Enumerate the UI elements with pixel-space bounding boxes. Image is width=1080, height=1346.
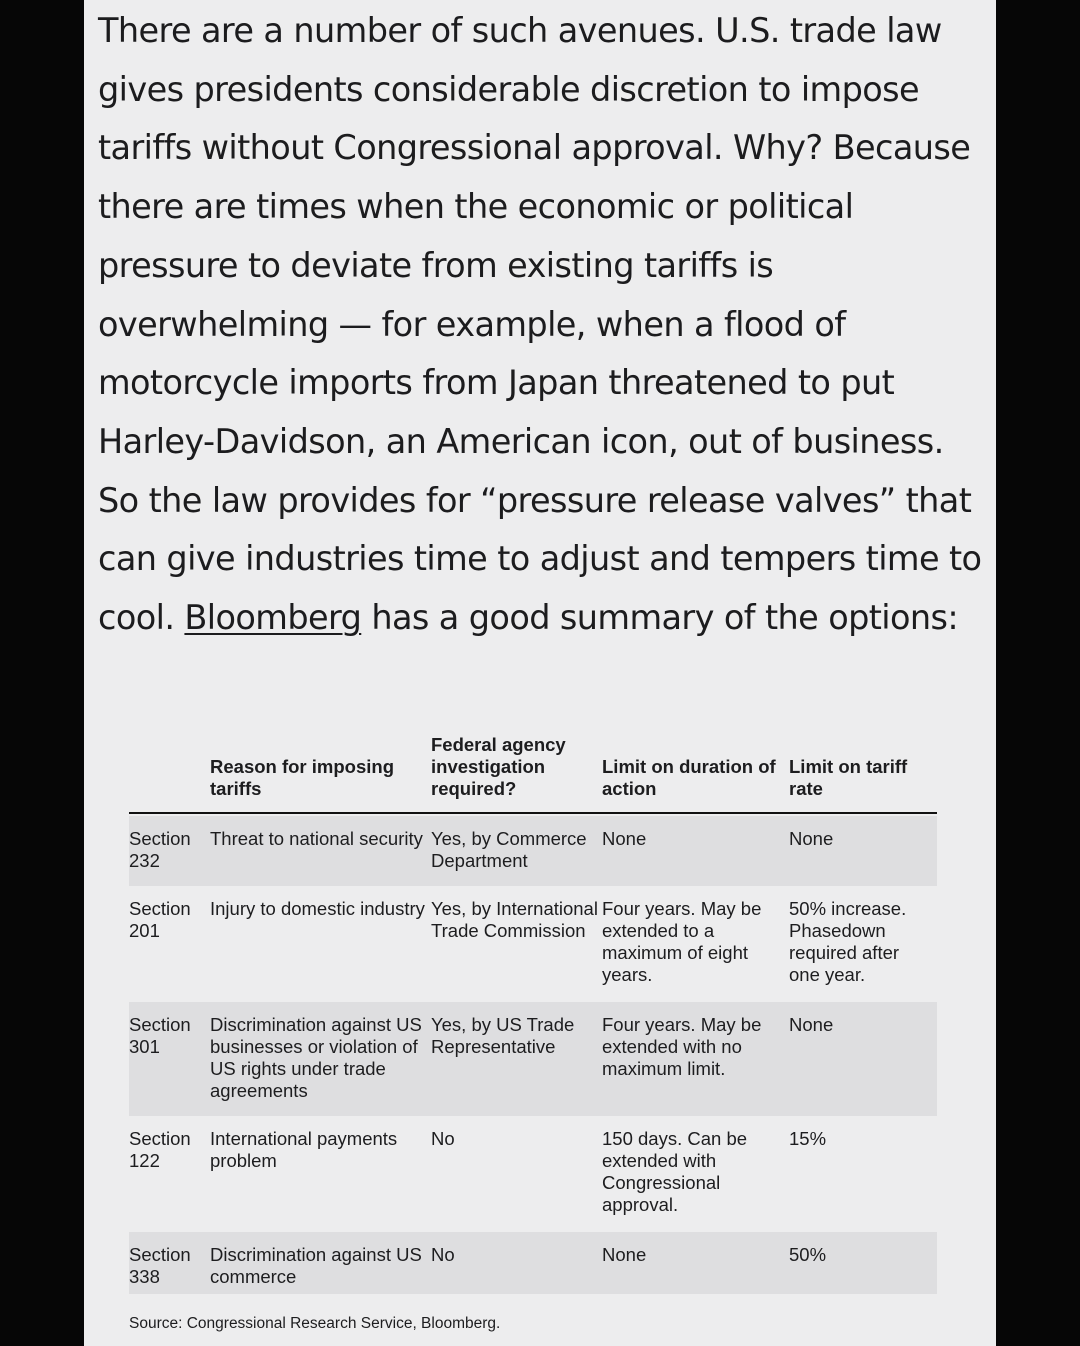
- paragraph-line: motorcycle imports from Japan threatened to put: [98, 363, 895, 403]
- bloomberg-link[interactable]: Bloomberg: [184, 598, 362, 638]
- header-investigation: Federal agency investigation required?: [431, 734, 566, 799]
- paragraph-line: tariffs without Congressional approval. Why? Because: [98, 128, 971, 168]
- table-row: [129, 1232, 937, 1294]
- duration-cell: None: [602, 828, 647, 849]
- duration-cell: None: [602, 1244, 647, 1265]
- table-row: [129, 886, 937, 1002]
- reason-cell: Threat to national security: [210, 828, 423, 849]
- reason-cell: Discrimination against US commerce: [210, 1244, 422, 1287]
- article-page: [84, 0, 996, 1346]
- rate-cell: None: [789, 1014, 834, 1035]
- article-paragraph: [98, 2, 988, 648]
- rate-cell: None: [789, 828, 834, 849]
- paragraph-line: there are times when the economic or political: [98, 187, 854, 227]
- investigation-cell: Yes, by Commerce Department: [431, 828, 587, 871]
- section-cell: Section 201: [129, 898, 191, 941]
- rate-cell: 50% increase. Phasedown required after one year.: [789, 898, 907, 985]
- reason-cell: Injury to domestic industry: [210, 898, 425, 919]
- paragraph-line: Harley-Davidson, an American icon, out of business.: [98, 421, 944, 461]
- investigation-cell: No: [431, 1128, 455, 1149]
- investigation-cell: Yes, by International Trade Commission: [431, 898, 598, 941]
- header-divider: [129, 812, 937, 814]
- section-cell: Section 338: [129, 1244, 191, 1287]
- section-cell: Section 122: [129, 1128, 191, 1171]
- paragraph-line: So the law provides for “pressure release valves” that: [98, 480, 972, 520]
- paragraph-line: pressure to deviate from existing tariffs is: [98, 245, 774, 285]
- duration-cell: Four years. May be extended to a maximum of eight years.: [602, 898, 762, 985]
- paragraph-text: has a good summary of the options:: [361, 598, 959, 638]
- header-reason: Reason for imposing tariffs: [210, 756, 394, 799]
- table-source-note: Source: Congressional Research Service, Bloomberg.: [129, 1315, 501, 1332]
- paragraph-text: cool.: [98, 598, 185, 638]
- duration-cell: Four years. May be extended with no maximum limit.: [602, 1014, 762, 1079]
- table-row: [129, 816, 937, 886]
- paragraph-line: can give industries time to adjust and tempers time to: [98, 539, 982, 579]
- table-row: [129, 1116, 937, 1232]
- investigation-cell: No: [431, 1244, 455, 1265]
- section-cell: Section 301: [129, 1014, 191, 1057]
- paragraph-line-last: [98, 589, 988, 648]
- rate-cell: 15%: [789, 1128, 827, 1149]
- table-row: [129, 1002, 937, 1116]
- paragraph-line: overwhelming — for example, when a flood of: [98, 304, 846, 344]
- duration-cell: 150 days. Can be extended with Congressional approval.: [602, 1128, 748, 1215]
- header-duration: Limit on duration of action: [602, 756, 776, 799]
- section-cell: Section 232: [129, 828, 191, 871]
- header-rate: Limit on tariff rate: [789, 756, 908, 799]
- investigation-cell: Yes, by US Trade Representative: [431, 1014, 575, 1057]
- paragraph-line: There are a number of such avenues. U.S. trade law: [98, 11, 942, 50]
- reason-cell: International payments problem: [210, 1128, 398, 1171]
- paragraph-line: gives presidents considerable discretion to impose: [98, 69, 919, 109]
- rate-cell: 50%: [789, 1244, 827, 1265]
- reason-cell: Discrimination against US businesses or violation of US rights under trade agreements: [210, 1014, 422, 1101]
